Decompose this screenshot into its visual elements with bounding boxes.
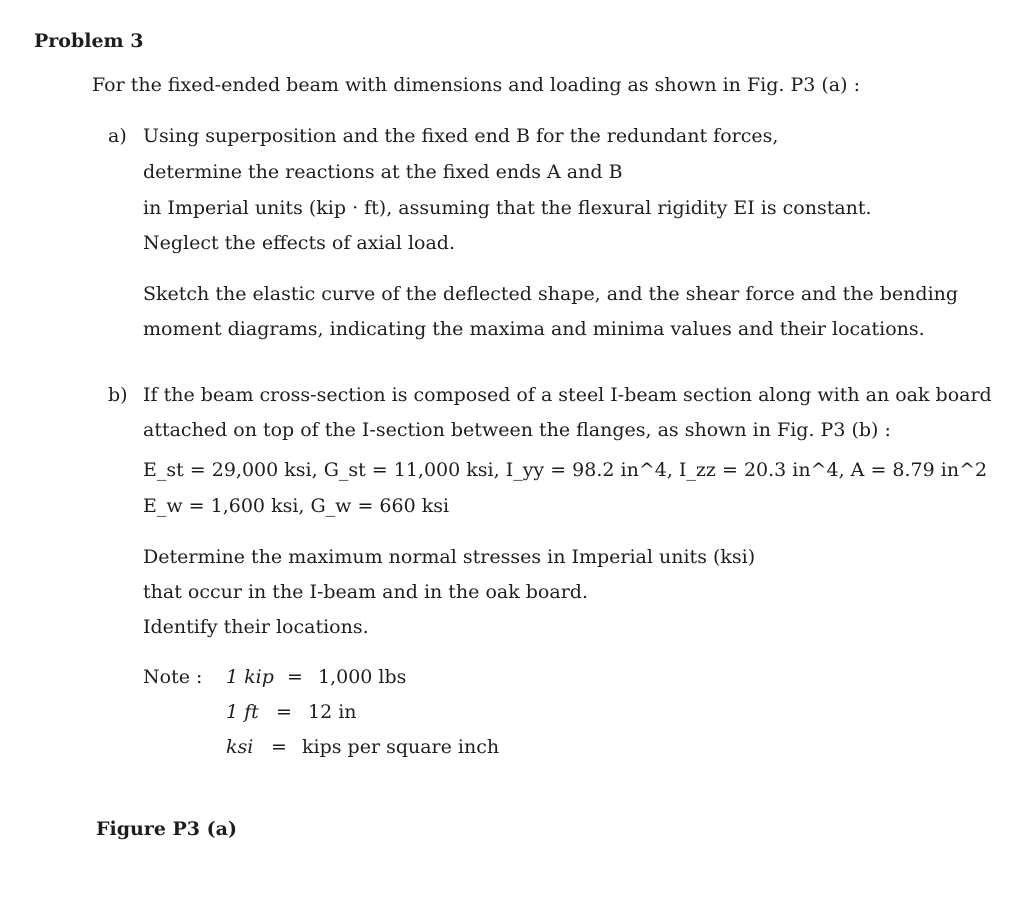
part-b-line: attached on top of the I-section between the flanges, as shown in Fig. P3 (b) :: [143, 419, 891, 441]
part-a-line: in Imperial units (kip · ft), assuming that the flexural rigidity EI is constant.: [143, 197, 872, 219]
note-label: Note :: [143, 666, 203, 688]
part-a-line: determine the reactions at the fixed ends A and B: [143, 161, 623, 183]
part-a-line: Using superposition and the fixed end B for the redundant forces,: [143, 125, 779, 147]
part-a-label: a): [108, 125, 127, 147]
note-eq: =: [276, 701, 292, 723]
note-eq: =: [287, 666, 303, 688]
wood-properties: E_w = 1,600 ksi, G_w = 660 ksi: [143, 495, 450, 517]
task-line: that occur in the I-beam and in the oak board.: [143, 581, 588, 603]
part-b-label: b): [108, 384, 128, 406]
intro-text: For the fixed-ended beam with dimensions and loading as shown in Fig. P3 (a) :: [92, 74, 860, 96]
task-line: Determine the maximum normal stresses in Imperial units (ksi): [143, 546, 756, 568]
note-rhs: kips per square inch: [302, 736, 500, 758]
problem-heading: Problem 3: [34, 30, 144, 52]
steel-properties: E_st = 29,000 ksi, G_st = 11,000 ksi, I_yy = 98.2 in^4, I_zz = 20.3 in^4, A = 8.79 in^2: [143, 459, 988, 481]
note-lhs: 1 ft: [226, 701, 259, 723]
note-rhs: 12 in: [308, 701, 357, 723]
sketch-line: Sketch the elastic curve of the deflected shape, and the shear force and the bending: [143, 283, 959, 305]
note-eq: =: [271, 736, 287, 758]
note-lhs: 1 kip: [226, 666, 274, 688]
part-a-line: Neglect the effects of axial load.: [143, 232, 455, 254]
sketch-line: moment diagrams, indicating the maxima and minima values and their locations.: [143, 318, 925, 340]
note-lhs: ksi: [226, 736, 254, 758]
part-b-line: If the beam cross-section is composed of a steel I-beam section along with an oak board: [143, 384, 992, 406]
figure-caption: Figure P3 (a): [96, 818, 237, 840]
note-rhs: 1,000 lbs: [318, 666, 407, 688]
task-line: Identify their locations.: [143, 616, 369, 638]
